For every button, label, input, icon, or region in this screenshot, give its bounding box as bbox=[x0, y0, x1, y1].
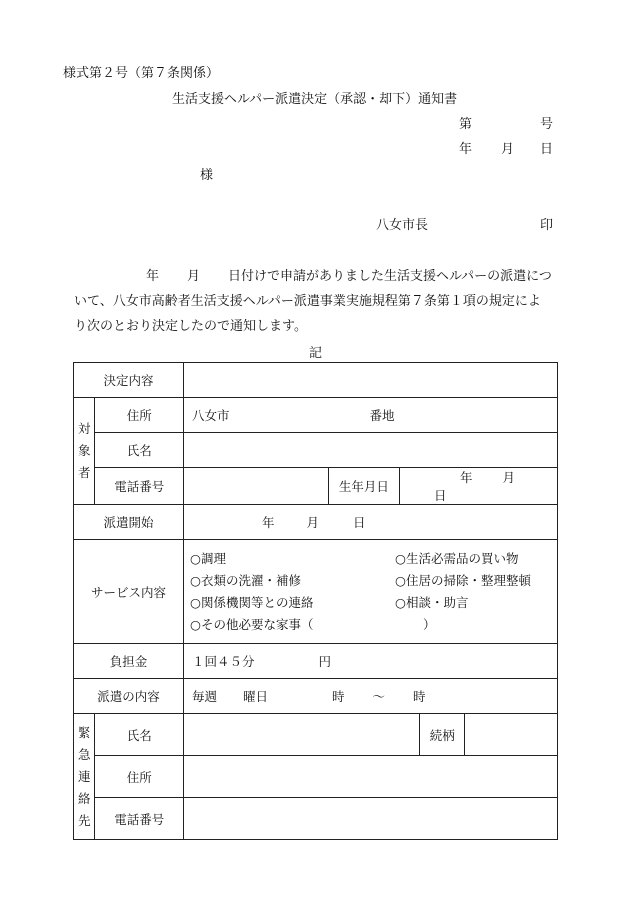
row-dispatch-start bbox=[74, 505, 558, 540]
label-emergency-name: 氏名 bbox=[95, 714, 184, 756]
label-fee: 負担金 bbox=[74, 644, 184, 679]
addressee-suffix: 様 bbox=[200, 168, 214, 183]
label-service: サービス内容 bbox=[74, 540, 184, 644]
ki-heading: 記 bbox=[309, 346, 323, 361]
row-emergency-address bbox=[74, 756, 558, 798]
body-year: 年 bbox=[146, 269, 160, 284]
value-phone bbox=[184, 468, 329, 505]
issuer: 八女市長 bbox=[376, 218, 429, 233]
option-laundry: ○衣類の洗濯・補修 bbox=[190, 572, 301, 588]
value-decision bbox=[184, 363, 558, 398]
row-fee bbox=[74, 644, 558, 679]
notice-table bbox=[73, 362, 558, 840]
label-name: 氏名 bbox=[95, 433, 184, 468]
row-emergency-phone bbox=[74, 798, 558, 840]
issue-year: 年 bbox=[459, 142, 473, 157]
row-dispatch-detail bbox=[74, 679, 558, 714]
body-month: 月 bbox=[187, 269, 201, 284]
label-phone: 電話番号 bbox=[95, 468, 184, 505]
label-address: 住所 bbox=[95, 398, 184, 433]
number-suffix: 号 bbox=[540, 117, 554, 132]
value-emergency-phone bbox=[184, 798, 558, 840]
value-dispatch-detail: 毎週 曜日 時 ～ 時 bbox=[184, 679, 558, 714]
option-other: ○その他必要な家事（ bbox=[190, 616, 314, 632]
row-name bbox=[74, 433, 558, 468]
document-title: 生活支援ヘルパー派遣決定（承認・却下）通知書 bbox=[172, 92, 458, 107]
issue-month: 月 bbox=[501, 142, 515, 157]
row-decision bbox=[74, 363, 558, 398]
value-service bbox=[184, 540, 558, 644]
option-cooking: ○調理 bbox=[190, 550, 226, 566]
option-cleaning: ○住居の掃除・整理整頓 bbox=[395, 572, 531, 588]
value-dispatch-start: 年 月 日 bbox=[184, 505, 558, 540]
body-line2: いて、八女市高齢者生活支援ヘルパー派遣事業実施規程第７条第１項の規定によ bbox=[74, 294, 541, 309]
value-emergency-name bbox=[184, 714, 420, 756]
option-consultation: ○相談・助言 bbox=[395, 594, 469, 610]
address-city: 八女市 bbox=[192, 408, 230, 423]
row-service bbox=[74, 540, 558, 644]
value-birthdate: 年 月 日 bbox=[400, 468, 558, 505]
seal-mark: 印 bbox=[540, 218, 554, 233]
issue-day: 日 bbox=[540, 142, 554, 157]
body-line1: 日付けで申請がありました生活支援ヘルパーの派遣につ bbox=[228, 269, 552, 284]
label-subject-group: 対 象 者 bbox=[74, 398, 95, 505]
label-emergency-phone: 電話番号 bbox=[95, 798, 184, 840]
option-liaison: ○関係機関等との連絡 bbox=[190, 594, 314, 610]
row-emergency-name bbox=[74, 714, 558, 756]
row-phone bbox=[74, 468, 558, 505]
value-name bbox=[184, 433, 558, 468]
value-emergency-address bbox=[184, 756, 558, 798]
address-banchi: 番地 bbox=[369, 408, 395, 423]
label-dispatch-start: 派遣開始 bbox=[74, 505, 184, 540]
label-relationship: 続柄 bbox=[420, 714, 465, 756]
option-shopping: ○生活必需品の買い物 bbox=[395, 550, 519, 566]
value-relationship bbox=[465, 714, 558, 756]
value-address bbox=[184, 398, 558, 433]
number-prefix: 第 bbox=[459, 117, 473, 132]
row-address bbox=[74, 398, 558, 433]
label-emergency-address: 住所 bbox=[95, 756, 184, 798]
option-other-close: ） bbox=[423, 616, 436, 632]
label-birthdate: 生年月日 bbox=[328, 468, 399, 505]
form-number: 様式第２号（第７条関係） bbox=[63, 66, 220, 81]
label-decision: 決定内容 bbox=[74, 363, 184, 398]
label-emergency-group: 緊 急 連 絡 先 bbox=[74, 714, 95, 840]
body-line3: り次のとおり決定したので通知します。 bbox=[74, 319, 307, 334]
value-fee: １回４５分 円 bbox=[184, 644, 558, 679]
label-dispatch-detail: 派遣の内容 bbox=[74, 679, 184, 714]
